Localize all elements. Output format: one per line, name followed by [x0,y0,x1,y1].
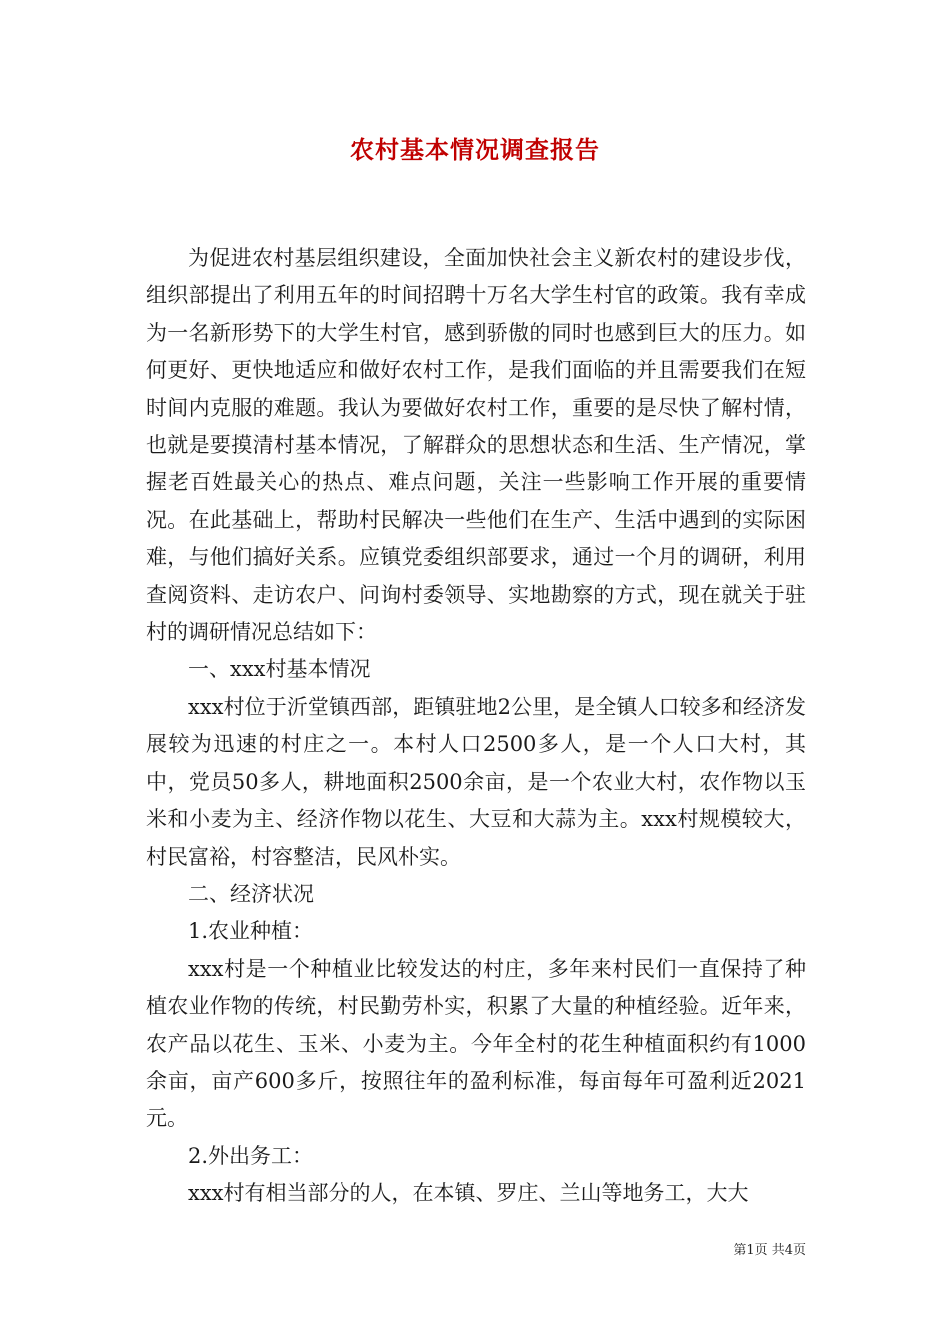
document-body [146,240,806,1213]
section-heading-economy: 二、经济状况 [188,881,314,906]
paragraph-intro: 为促进农村基层组织建设，全面加快社会主义新农村的建设步伐，组织部提出了利用五年的时间招聘十万名大学生村官的政策。我有幸成为一名新形势下的大学生村官，感到骄傲的同时也感到巨大的压力。如何更好、更快地适应和做好农村工作，是我们面临的并且需要我们在短时间内克服的难题。我认为要做好农村工作，重要的是尽快了解村情，也就是要摸清村基本情况，了解群众的思想状态和生活、生产情况，掌握老百姓最关心的热点、难点问题，关注一些影响工作开展的重要情况。在此基础上，帮助村民解决一些他们在生产、生活中遇到的实际困难，与他们搞好关系。应镇党委组织部要求，通过一个月的调研，利用查阅资料、走访农户、问询村委领导、实地勘察的方式，现在就关于驻村的调研情况总结如下： [146,246,806,645]
subheading-agriculture: 1.农业种植： [188,919,314,944]
document-title: 农村基本情况调查报告 [350,135,600,164]
page-number-footer: 第1页 共4页 [733,1243,806,1258]
subheading-migrant-work: 2.外出务工： [188,1143,314,1168]
paragraph-migrant-work: xxx村有相当部分的人，在本镇、罗庄、兰山等地务工，大大 [188,1181,749,1206]
paragraph-agriculture: xxx村是一个种植业比较发达的村庄，多年来村民们一直保持了种植农业作物的传统，村民勤劳朴实，积累了大量的种植经验。近年来，农产品以花生、玉米、小麦为主。今年全村的花生种植面积约有1000余亩，亩产600多斤，按照往年的盈利标准，每亩每年可盈利近2021元。 [146,956,806,1131]
section-heading-basic-info: 一、xxx村基本情况 [188,657,371,682]
paragraph-basic-info: xxx村位于沂堂镇西部，距镇驻地2公里，是全镇人口较多和经济发展较为迅速的村庄之一。本村人口2500多人，是一个人口大村，其中，党员50多人，耕地面积2500余亩，是一个农业大村，农作物以玉米和小麦为主、经济作物以花生、大豆和大蒜为主。xxx村规模较大，村民富裕，村容整洁，民风朴实。 [146,694,806,869]
